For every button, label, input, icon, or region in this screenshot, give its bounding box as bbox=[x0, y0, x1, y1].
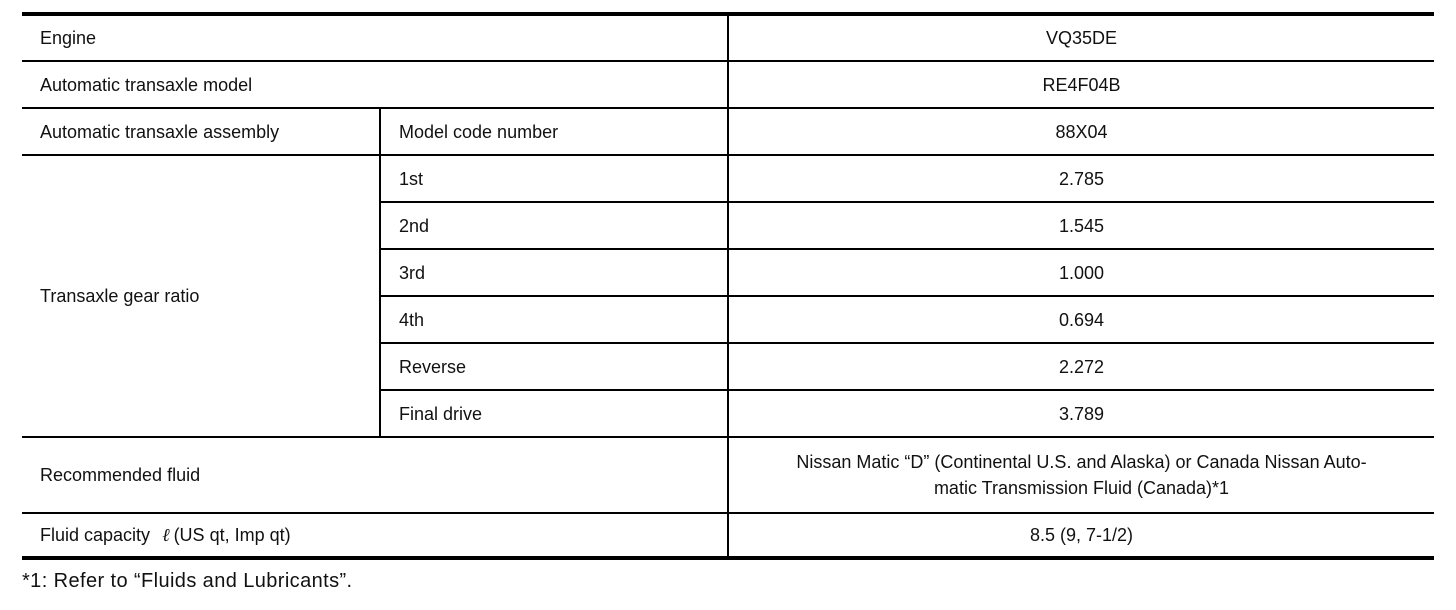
gear-ratio-value: 1.000 bbox=[728, 249, 1434, 296]
gear-label: 3rd bbox=[380, 249, 728, 296]
liter-unit-symbol: ℓ bbox=[162, 524, 170, 546]
gear-ratio-value: 3.789 bbox=[728, 390, 1434, 437]
fluid-capacity-label-cell bbox=[22, 513, 728, 558]
gear-ratio-value: 1.545 bbox=[728, 202, 1434, 249]
table-row-transaxle-model bbox=[22, 61, 1434, 108]
footnote: *1: Refer to “Fluids and Lubricants”. bbox=[22, 570, 353, 592]
gear-label: 1st bbox=[380, 155, 728, 202]
specification-table bbox=[22, 12, 1434, 560]
recommended-fluid-line-2: matic Transmission Fluid (Canada)*1 bbox=[933, 478, 1230, 498]
transaxle-assembly-label: Automatic transaxle assembly bbox=[22, 108, 380, 155]
gear-label: 4th bbox=[380, 296, 728, 343]
fluid-capacity-value: 8.5 (9, 7-1/2) bbox=[728, 513, 1434, 558]
recommended-fluid-line-1: Nissan Matic “D” (Continental U.S. and Alaska) or Canada Nissan Auto- bbox=[796, 452, 1367, 472]
recommended-fluid-label: Recommended fluid bbox=[22, 437, 728, 513]
gear-label: 2nd bbox=[380, 202, 728, 249]
gear-label: Reverse bbox=[380, 343, 728, 390]
gear-label: Final drive bbox=[380, 390, 728, 437]
recommended-fluid-value bbox=[728, 437, 1434, 513]
table-row-gear-1st bbox=[22, 155, 1434, 202]
transaxle-model-value: RE4F04B bbox=[728, 61, 1434, 108]
table-row-engine bbox=[22, 14, 1434, 61]
table-row-recommended-fluid bbox=[22, 437, 1434, 513]
table-row-transaxle-assembly bbox=[22, 108, 1434, 155]
fluid-capacity-label: Fluid capacity bbox=[40, 524, 151, 545]
gear-ratio-value: 2.272 bbox=[728, 343, 1434, 390]
engine-label: Engine bbox=[22, 14, 728, 61]
model-code-number-value: 88X04 bbox=[728, 108, 1434, 155]
engine-value: VQ35DE bbox=[1045, 28, 1118, 48]
model-code-number-label: Model code number bbox=[380, 108, 728, 155]
gear-ratio-label: Transaxle gear ratio bbox=[22, 155, 380, 437]
fluid-capacity-unit: (US qt, Imp qt) bbox=[173, 524, 291, 545]
gear-ratio-value: 0.694 bbox=[728, 296, 1434, 343]
gear-ratio-value: 2.785 bbox=[728, 155, 1434, 202]
transaxle-model-label: Automatic transaxle model bbox=[22, 61, 728, 108]
table-row-fluid-capacity bbox=[22, 513, 1434, 558]
